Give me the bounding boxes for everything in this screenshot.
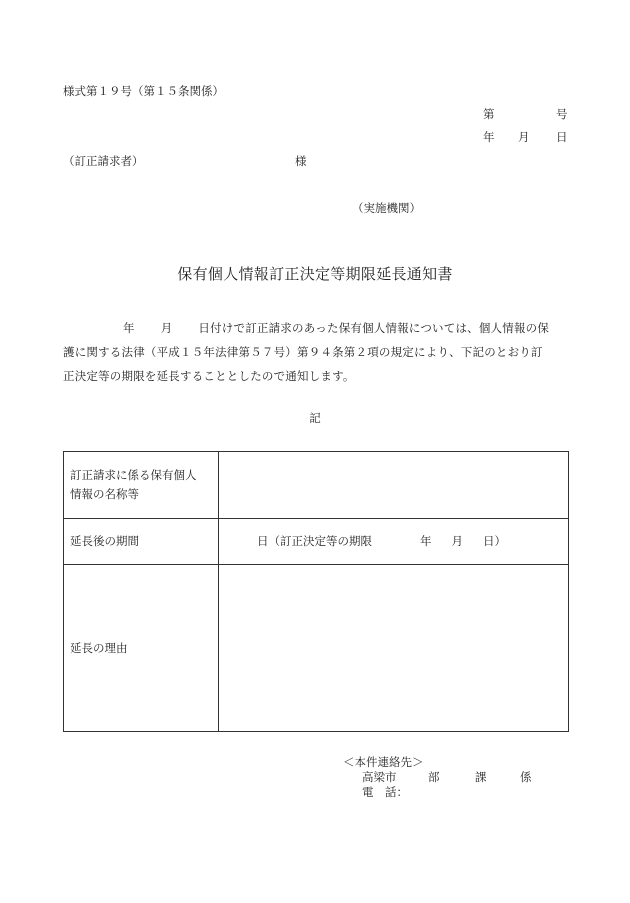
information-name-label-line-2: 情報の名称等 (70, 487, 139, 501)
requester-label: （訂正請求者） (63, 154, 144, 168)
contact-city: 高梁市 (362, 770, 397, 784)
contact-phone-label: 電 話： (362, 785, 408, 799)
contact-department-label: 部 (428, 770, 440, 784)
document-number-suffix: 号 (556, 107, 568, 121)
body-line-1 (63, 316, 568, 340)
notice-body (63, 316, 568, 388)
information-name-label-line-1: 訂正請求に係る保有個人 (70, 468, 197, 482)
body-line-2: 護に関する法律（平成１５年法律第５７号）第９４条第２項の規定により、下記のとおり訂 (63, 345, 543, 359)
document-number-prefix: 第 (483, 107, 495, 121)
contact-unit-label: 係 (520, 770, 532, 784)
period-day-label: 日） (483, 534, 506, 548)
table-row-extension-reason (64, 565, 569, 732)
date-day-label: 日 (556, 130, 568, 144)
extended-period-value[interactable] (219, 519, 569, 565)
honorific-label: 様 (295, 154, 307, 168)
period-month-label: 月 (451, 534, 463, 548)
extended-period-label: 延長後の期間 (64, 519, 219, 565)
agency-label: （実施機関） (352, 201, 421, 215)
period-year-label: 年 (420, 534, 432, 548)
body-year-label: 年 (123, 321, 135, 335)
information-name-label (64, 452, 219, 519)
period-days-text: 日（訂正決定等の期限 (257, 534, 372, 548)
form-number: 様式第１９号（第１５条関係） (63, 84, 224, 98)
extension-reason-value[interactable] (219, 565, 569, 732)
table-row-information-name (64, 452, 569, 519)
document-title: 保有個人情報訂正決定等期限延長通知書 (177, 265, 453, 283)
body-month-label: 月 (160, 321, 173, 335)
table-row-extended-period (64, 519, 569, 565)
extension-details-table (63, 451, 569, 732)
information-name-value[interactable] (219, 452, 569, 519)
date-month-label: 月 (518, 130, 530, 144)
ki-heading: 記 (309, 411, 321, 425)
body-line-1-text: 日付けで訂正請求のあった保有個人情報については、個人情報の保 (198, 321, 550, 335)
extension-reason-label: 延長の理由 (64, 565, 219, 732)
contact-heading: ＜本件連絡先＞ (343, 755, 424, 769)
body-line-3: 正決定等の期限を延長することとしたので通知します。 (63, 369, 355, 383)
contact-section-label: 課 (475, 770, 487, 784)
date-year-label: 年 (483, 130, 495, 144)
